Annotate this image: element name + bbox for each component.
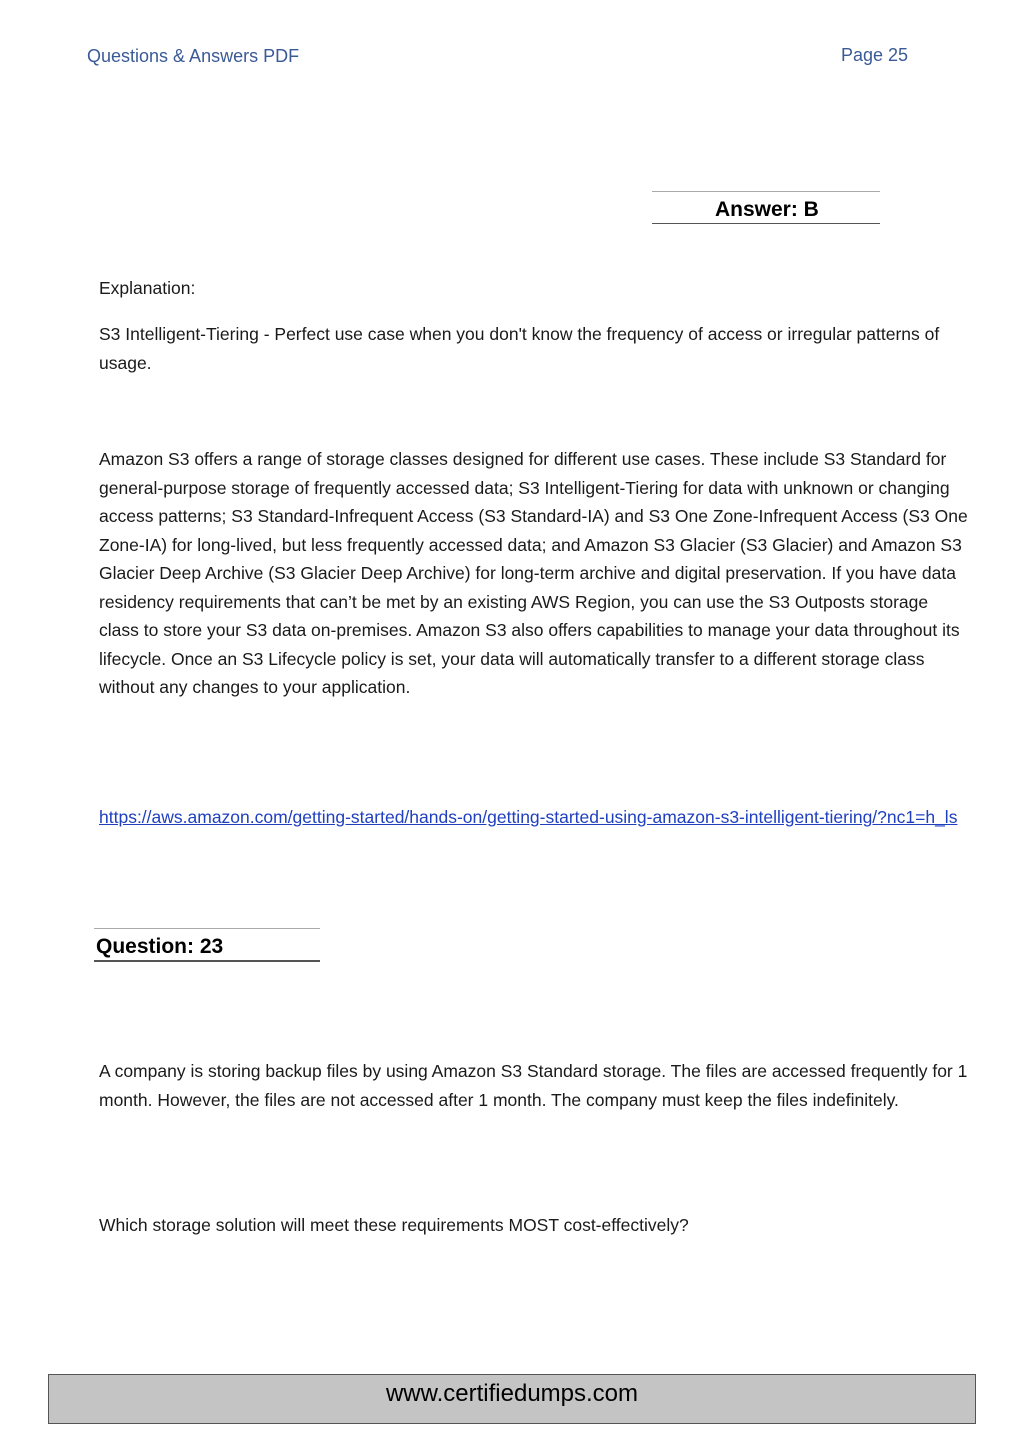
- answer-box: [652, 191, 880, 224]
- reference-link-container: [99, 803, 959, 832]
- answer-label: Answer: B: [715, 198, 819, 221]
- footer-site: www.certifiedumps.com: [385, 1380, 639, 1407]
- explanation-paragraph-1: S3 Intelligent-Tiering - Perfect use case when you don't know the frequency of access or irregular patterns of usage.: [99, 324, 940, 373]
- question-body: A company is storing backup files by using Amazon S3 Standard storage. The files are accessed frequently for 1 month. However, the files are not accessed after 1 month. The company must keep the files indefinitely.: [99, 1061, 968, 1110]
- question-label: Question: 23: [96, 935, 224, 958]
- question-prompt: Which storage solution will meet these requirements MOST cost-effectively?: [99, 1215, 689, 1235]
- explanation-paragraph-2: Amazon S3 offers a range of storage classes designed for different use cases. These include S3 Standard for general-purpose storage of frequently accessed data; S3 Intelligent-Tiering for data with unknown or changing access patterns; S3 Standard-Infrequent Access (S3 Standard-IA) and S3 One Zone-Infrequent Access (S3 One Zone-IA) for long-lived, but less frequently accessed data; and Amazon S3 Glacier (S3 Glacier) and Amazon S3 Glacier Deep Archive (S3 Glacier Deep Archive) for long-term archive and digital preservation. If you have data residency requirements that can’t be met by an existing AWS Region, you can use the S3 Outposts storage class to store your S3 data on-premises. Amazon S3 also offers capabilities to manage your data throughout its lifecycle. Once an S3 Lifecycle policy is set, your data will automatically transfer to a different storage class without any changes to your application.: [99, 449, 968, 697]
- reference-link[interactable]: https://aws.amazon.com/getting-started/hands-on/getting-started-using-amazon-s3-intelligent-tiering/?nc1=h_ls: [99, 807, 958, 827]
- footer-bar: [48, 1374, 976, 1424]
- explanation-label: Explanation:: [99, 278, 196, 298]
- page-number: Page 25: [841, 45, 909, 65]
- question-header-box: [94, 928, 320, 962]
- header-title: Questions & Answers PDF: [87, 46, 300, 66]
